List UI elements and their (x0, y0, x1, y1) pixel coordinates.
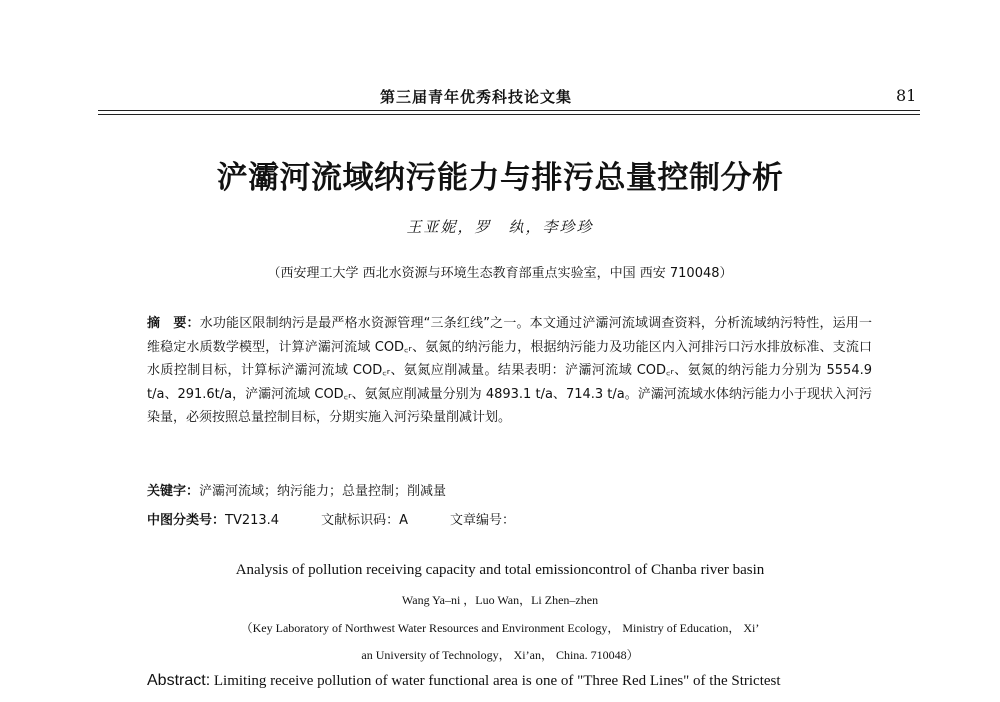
affiliation-en-line1: （Key Laboratory of Northwest Water Resources and Environment Ecology， Ministry of Education， Xi’ (240, 621, 760, 635)
clc-value: TV213.4 (225, 513, 280, 528)
affiliation-en-line2: an University of Technology， Xi’an， China. 710048） (361, 648, 639, 662)
running-header-journal: 第三届青年优秀科技论文集 (380, 88, 573, 106)
abstract-en-text: Limiting receive pollution of water functional area is one of "Three Red Lines" of the Strictest (213, 673, 781, 689)
classification-line (147, 509, 515, 528)
article-no-label: 文章编号： (450, 513, 516, 528)
doc-code-label: 文献标识码： (321, 513, 400, 528)
keywords-text: 浐灞河流域；纳污能力；总量控制；削减量 (199, 484, 447, 499)
abstract-zh-text: 水功能区限制纳污是最严格水资源管理“三条红线”之一。本文通过浐灞河流域调查资料，分析流域纳污特性，运用一维稳定水质数学模型，计算浐灞河流域 COD꜀ᵣ、氨氮的纳污能力，根据纳污能力及功能区内入河排污口污水排放标准、支流口水质控制目标，计算标浐灞河流域 COD꜀ᵣ、氨氮应削减量。结果表明：浐灞河流域 COD꜀ᵣ、氨氮的纳污能力分别为 5554.9 t/a、291.6t/a，浐灞河流域 COD꜀ᵣ、氨氮应削减量分别为 4893.1 t/a、714.3 t/a。浐灞河流域水体纳污能力小于现状入河污染量，必须按照总量控制目标，分期实施入河污染量削减计划。 (147, 316, 872, 426)
keywords-label: 关键字： (147, 484, 200, 499)
abstract-en-label: Abstract: (147, 672, 211, 689)
clc-label: 中图分类号： (147, 513, 226, 528)
authors-zh: 王亚妮，罗 纨，李珍珍 (406, 218, 594, 236)
doc-code-value: A (399, 513, 408, 528)
abstract-en (147, 672, 877, 690)
header-rule-top (98, 110, 920, 111)
page-number: 81 (896, 86, 917, 105)
abstract-zh-label: 摘 要： (147, 316, 200, 331)
paper-title-zh: 浐灞河流域纳污能力与排污总量控制分析 (216, 160, 784, 196)
keywords-zh (147, 480, 446, 499)
header-rule-bottom (98, 114, 920, 115)
authors-en: Wang Ya–ni ，Luo Wan，Li Zhen–zhen (401, 593, 599, 607)
paper-title-en: Analysis of pollution receiving capacity and total emissioncontrol of Chanba river basin (235, 562, 765, 578)
affiliation-zh: （西安理工大学 西北水资源与环境生态教育部重点实验室，中国 西安 710048） (267, 266, 733, 281)
abstract-zh (147, 312, 872, 430)
